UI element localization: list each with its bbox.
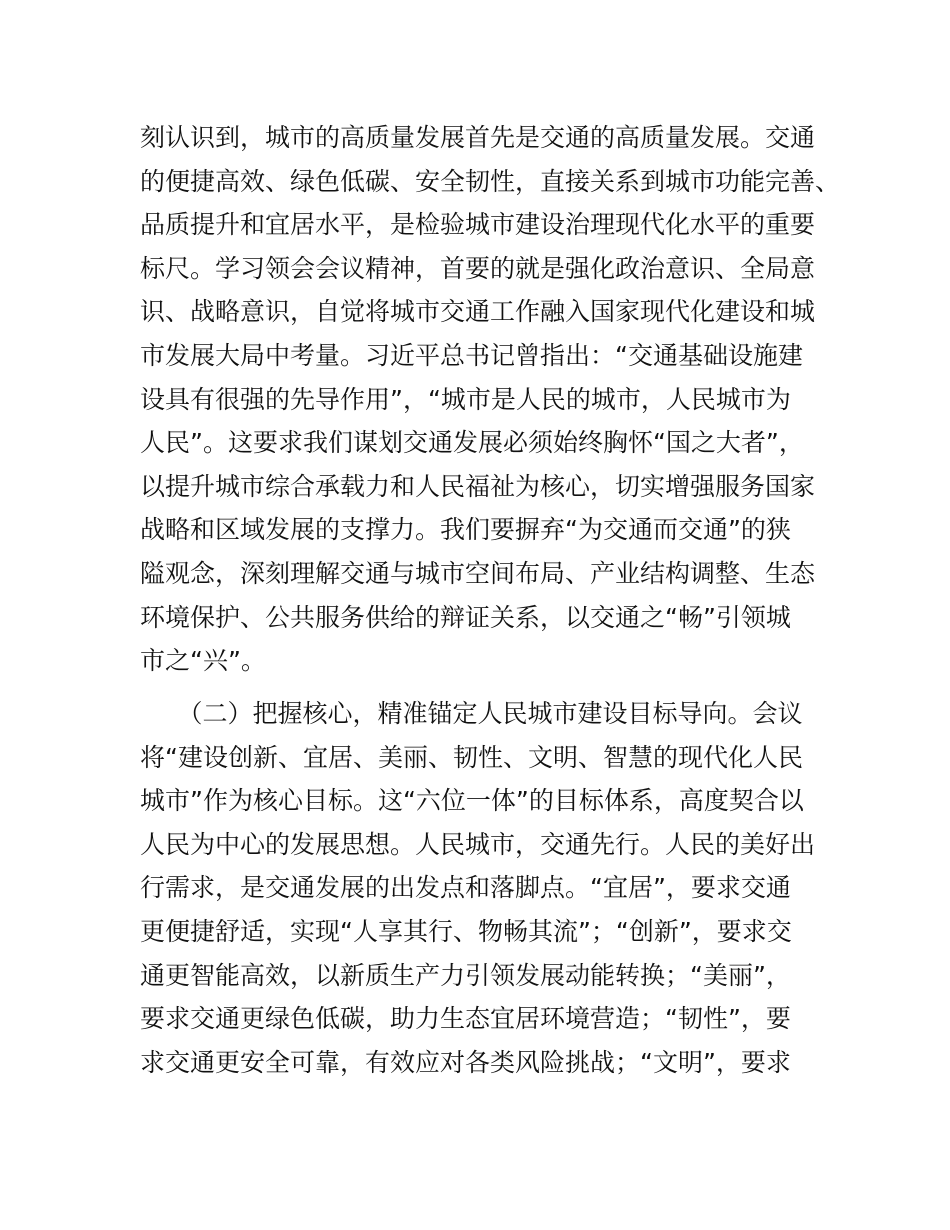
text-line: （二）把握核心，精准锚定人民城市建设目标导向。会议: [140, 699, 803, 728]
text-line: 城市”作为核心目标。这“六位一体”的目标体系，高度契合以: [140, 786, 804, 816]
text-line: 的便捷高效、绿色低碳、安全韧性，直接关系到城市功能完善、: [140, 166, 841, 196]
text-line: 要求交通更绿色低碳，助力生态宜居环境营造；“韧性”，要: [140, 1004, 791, 1034]
text-line: 标尺。学习领会会议精神，首要的就是强化政治意识、全局意: [140, 253, 816, 283]
text-line: 识、战略意识，自觉将城市交通工作融入国家现代化建设和城: [140, 297, 816, 327]
text-line: 品质提升和宜居水平，是检验城市建设治理现代化水平的重要: [140, 210, 816, 240]
text-line: 环境保护、公共服务供给的辩证关系，以交通之“畅”引领城: [140, 602, 791, 632]
text-line: 设具有很强的先导作用”，“城市是人民的城市，人民城市为: [140, 384, 791, 414]
text-line: 通更智能高效，以新质生产力引领发展动能转换；“美丽”，: [140, 960, 791, 990]
paragraph-1: [140, 116, 841, 683]
text-line: 行需求，是交通发展的出发点和落脚点。“宜居”，要求交通: [140, 873, 791, 903]
text-line: 市之“兴”。: [140, 646, 266, 676]
text-line: 市发展大局中考量。习近平总书记曾指出：“交通基础设施建: [140, 340, 803, 370]
text-line: 更便捷舒适，实现“人享其行、物畅其流”；“创新”，要求交: [140, 916, 792, 946]
text-line: 以提升城市综合承载力和人民福祉为核心，切实增强服务国家: [140, 471, 816, 501]
text-line: 隘观念，深刻理解交通与城市空间布局、产业结构调整、生态: [140, 558, 816, 588]
text-line: 人民”。这要求我们谋划交通发展必须始终胸怀“国之大者”，: [140, 428, 804, 458]
text-line: 战略和区域发展的支撑力。我们要摒弃“为交通而交通”的狭: [140, 515, 791, 545]
text-line: 将“建设创新、宜居、美丽、韧性、文明、智慧的现代化人民: [140, 742, 803, 772]
text-line: 刻认识到，城市的高质量发展首先是交通的高质量发展。交通: [140, 123, 816, 152]
paragraph-2: [140, 692, 820, 1084]
text-line: 求交通更安全可靠，有效应对各类风险挑战；“文明”，要求: [140, 1047, 791, 1077]
text-line: 人民为中心的发展思想。人民城市，交通先行。人民的美好出: [140, 829, 816, 859]
